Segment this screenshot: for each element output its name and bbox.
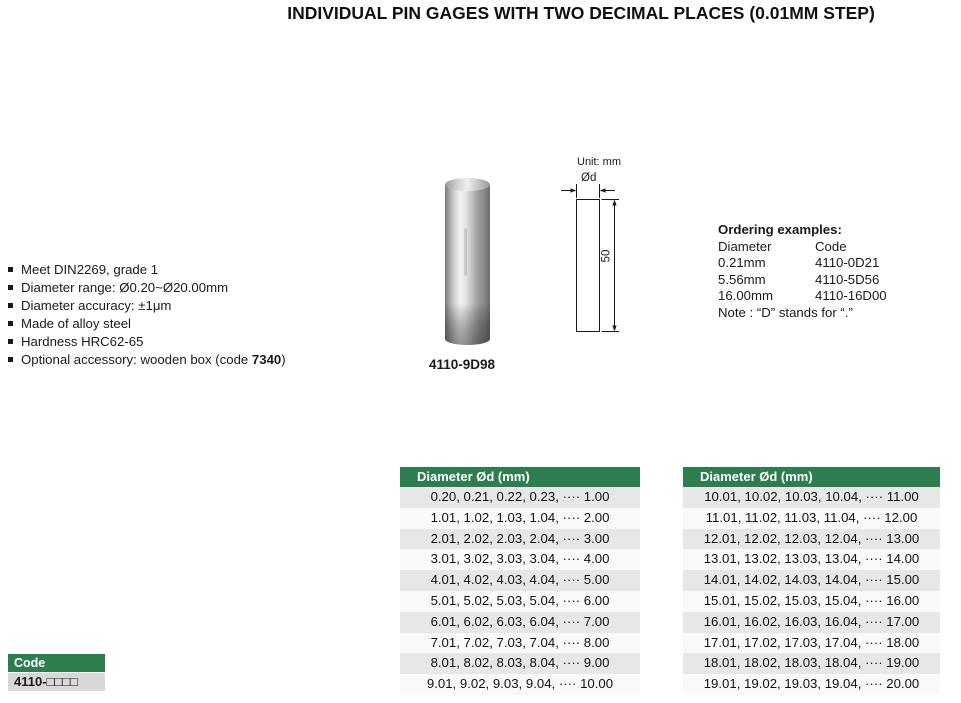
length-dimension-label: 50 [600,249,613,263]
pin-engraving-mark [464,228,467,276]
table-row: 18.01, 18.02, 18.03, 18.04, ···· 19.00 [683,653,940,674]
feature-item [8,278,286,296]
table-header: Diameter Ød (mm) [400,467,640,487]
feature-item [8,350,286,368]
table-row: 16.01, 16.02, 16.03, 16.04, ···· 17.00 [683,612,940,633]
diameter-table-left [400,467,640,695]
feature-item [8,260,286,278]
bullet-icon [8,357,13,362]
dimension-drawing [553,154,653,354]
table-row: 6.01, 6.02, 6.03, 6.04, ···· 7.00 [400,612,640,633]
table-row: 13.01, 13.02, 13.03, 13.04, ···· 14.00 [683,549,940,570]
pin-gage-photo [445,178,490,345]
table-row: 1.01, 1.02, 1.03, 1.04, ···· 2.00 [400,508,640,529]
table-row: 17.01, 17.02, 17.03, 17.04, ···· 18.00 [683,633,940,654]
table-row: 8.01, 8.02, 8.03, 8.04, ···· 9.00 [400,653,640,674]
feature-text: Diameter accuracy: ±1μm [21,297,172,313]
table-row: 0.20, 0.21, 0.22, 0.23, ···· 1.00 [400,487,640,508]
ordering-column-header: Code [815,238,847,254]
code-block [8,654,105,691]
feature-text: Meet DIN2269, grade 1 [21,261,159,277]
unit-label: Unit: mm [577,156,621,168]
feature-list [8,260,286,368]
bullet-icon [8,267,13,272]
table-row: 7.01, 7.02, 7.03, 7.04, ···· 8.00 [400,633,640,654]
ordering-code: 4110-5D56 [815,271,880,287]
feature-text: Made of alloy steel [21,315,131,331]
feature-text: Hardness HRC62-65 [21,333,144,349]
table-row: 10.01, 10.02, 10.03, 10.04, ···· 11.00 [683,487,940,508]
ordering-examples [718,222,948,321]
pin-bottom-shade [445,303,490,345]
bullet-icon [8,339,13,344]
bullet-icon [8,285,13,290]
table-row: 14.01, 14.02, 14.03, 14.04, ···· 15.00 [683,570,940,591]
ordering-title: Ordering examples: [718,222,842,237]
bullet-icon [8,303,13,308]
ordering-diameter: 16.00mm [718,288,773,303]
ordering-column-header: Diameter [718,238,772,254]
ordering-table [718,239,948,305]
page-title: INDIVIDUAL PIN GAGES WITH TWO DECIMAL PLACES (0.01MM STEP) [287,3,875,23]
table-row: 12.01, 12.02, 12.03, 12.04, ···· 13.00 [683,529,940,550]
ordering-diameter: 5.56mm [718,271,766,287]
feature-text: Diameter range: Ø0.20~Ø20.00mm [21,279,229,295]
ordering-code: 4110-0D21 [815,255,880,270]
table-row: 11.01, 11.02, 11.03, 11.04, ···· 12.00 [683,508,940,529]
bullet-icon [8,321,13,326]
feature-text: Optional accessory: wooden box (code 7340) [21,351,286,367]
table-row: 9.01, 9.02, 9.03, 9.04, ···· 10.00 [400,674,640,695]
table-row: 3.01, 3.02, 3.03, 3.04, ···· 4.00 [400,549,640,570]
ordering-code: 4110-16D00 [815,288,887,303]
pin-top-cap [445,178,490,191]
diameter-dimension-label: Ød [581,172,597,184]
table-row: 2.01, 2.02, 2.03, 2.04, ···· 3.00 [400,529,640,550]
feature-item [8,314,286,332]
pin-model-label: 4110-9D98 [429,357,496,372]
table-header: Diameter Ød (mm) [683,467,940,487]
ordering-diameter: 0.21mm [718,255,766,270]
diameter-table-right [683,467,940,695]
table-row: 15.01, 15.02, 15.03, 15.04, ···· 16.00 [683,591,940,612]
table-row: 19.01, 19.02, 19.03, 19.04, ···· 20.00 [683,674,940,695]
table-row: 5.01, 5.02, 5.03, 5.04, ···· 6.00 [400,591,640,612]
code-block-header: Code [8,654,105,672]
ordering-note: Note : “D” stands for “.” [718,304,853,320]
feature-item [8,332,286,350]
feature-item [8,296,286,314]
table-row: 4.01, 4.02, 4.03, 4.04, ···· 5.00 [400,570,640,591]
code-block-value: 4110-□□□□ [8,673,105,691]
